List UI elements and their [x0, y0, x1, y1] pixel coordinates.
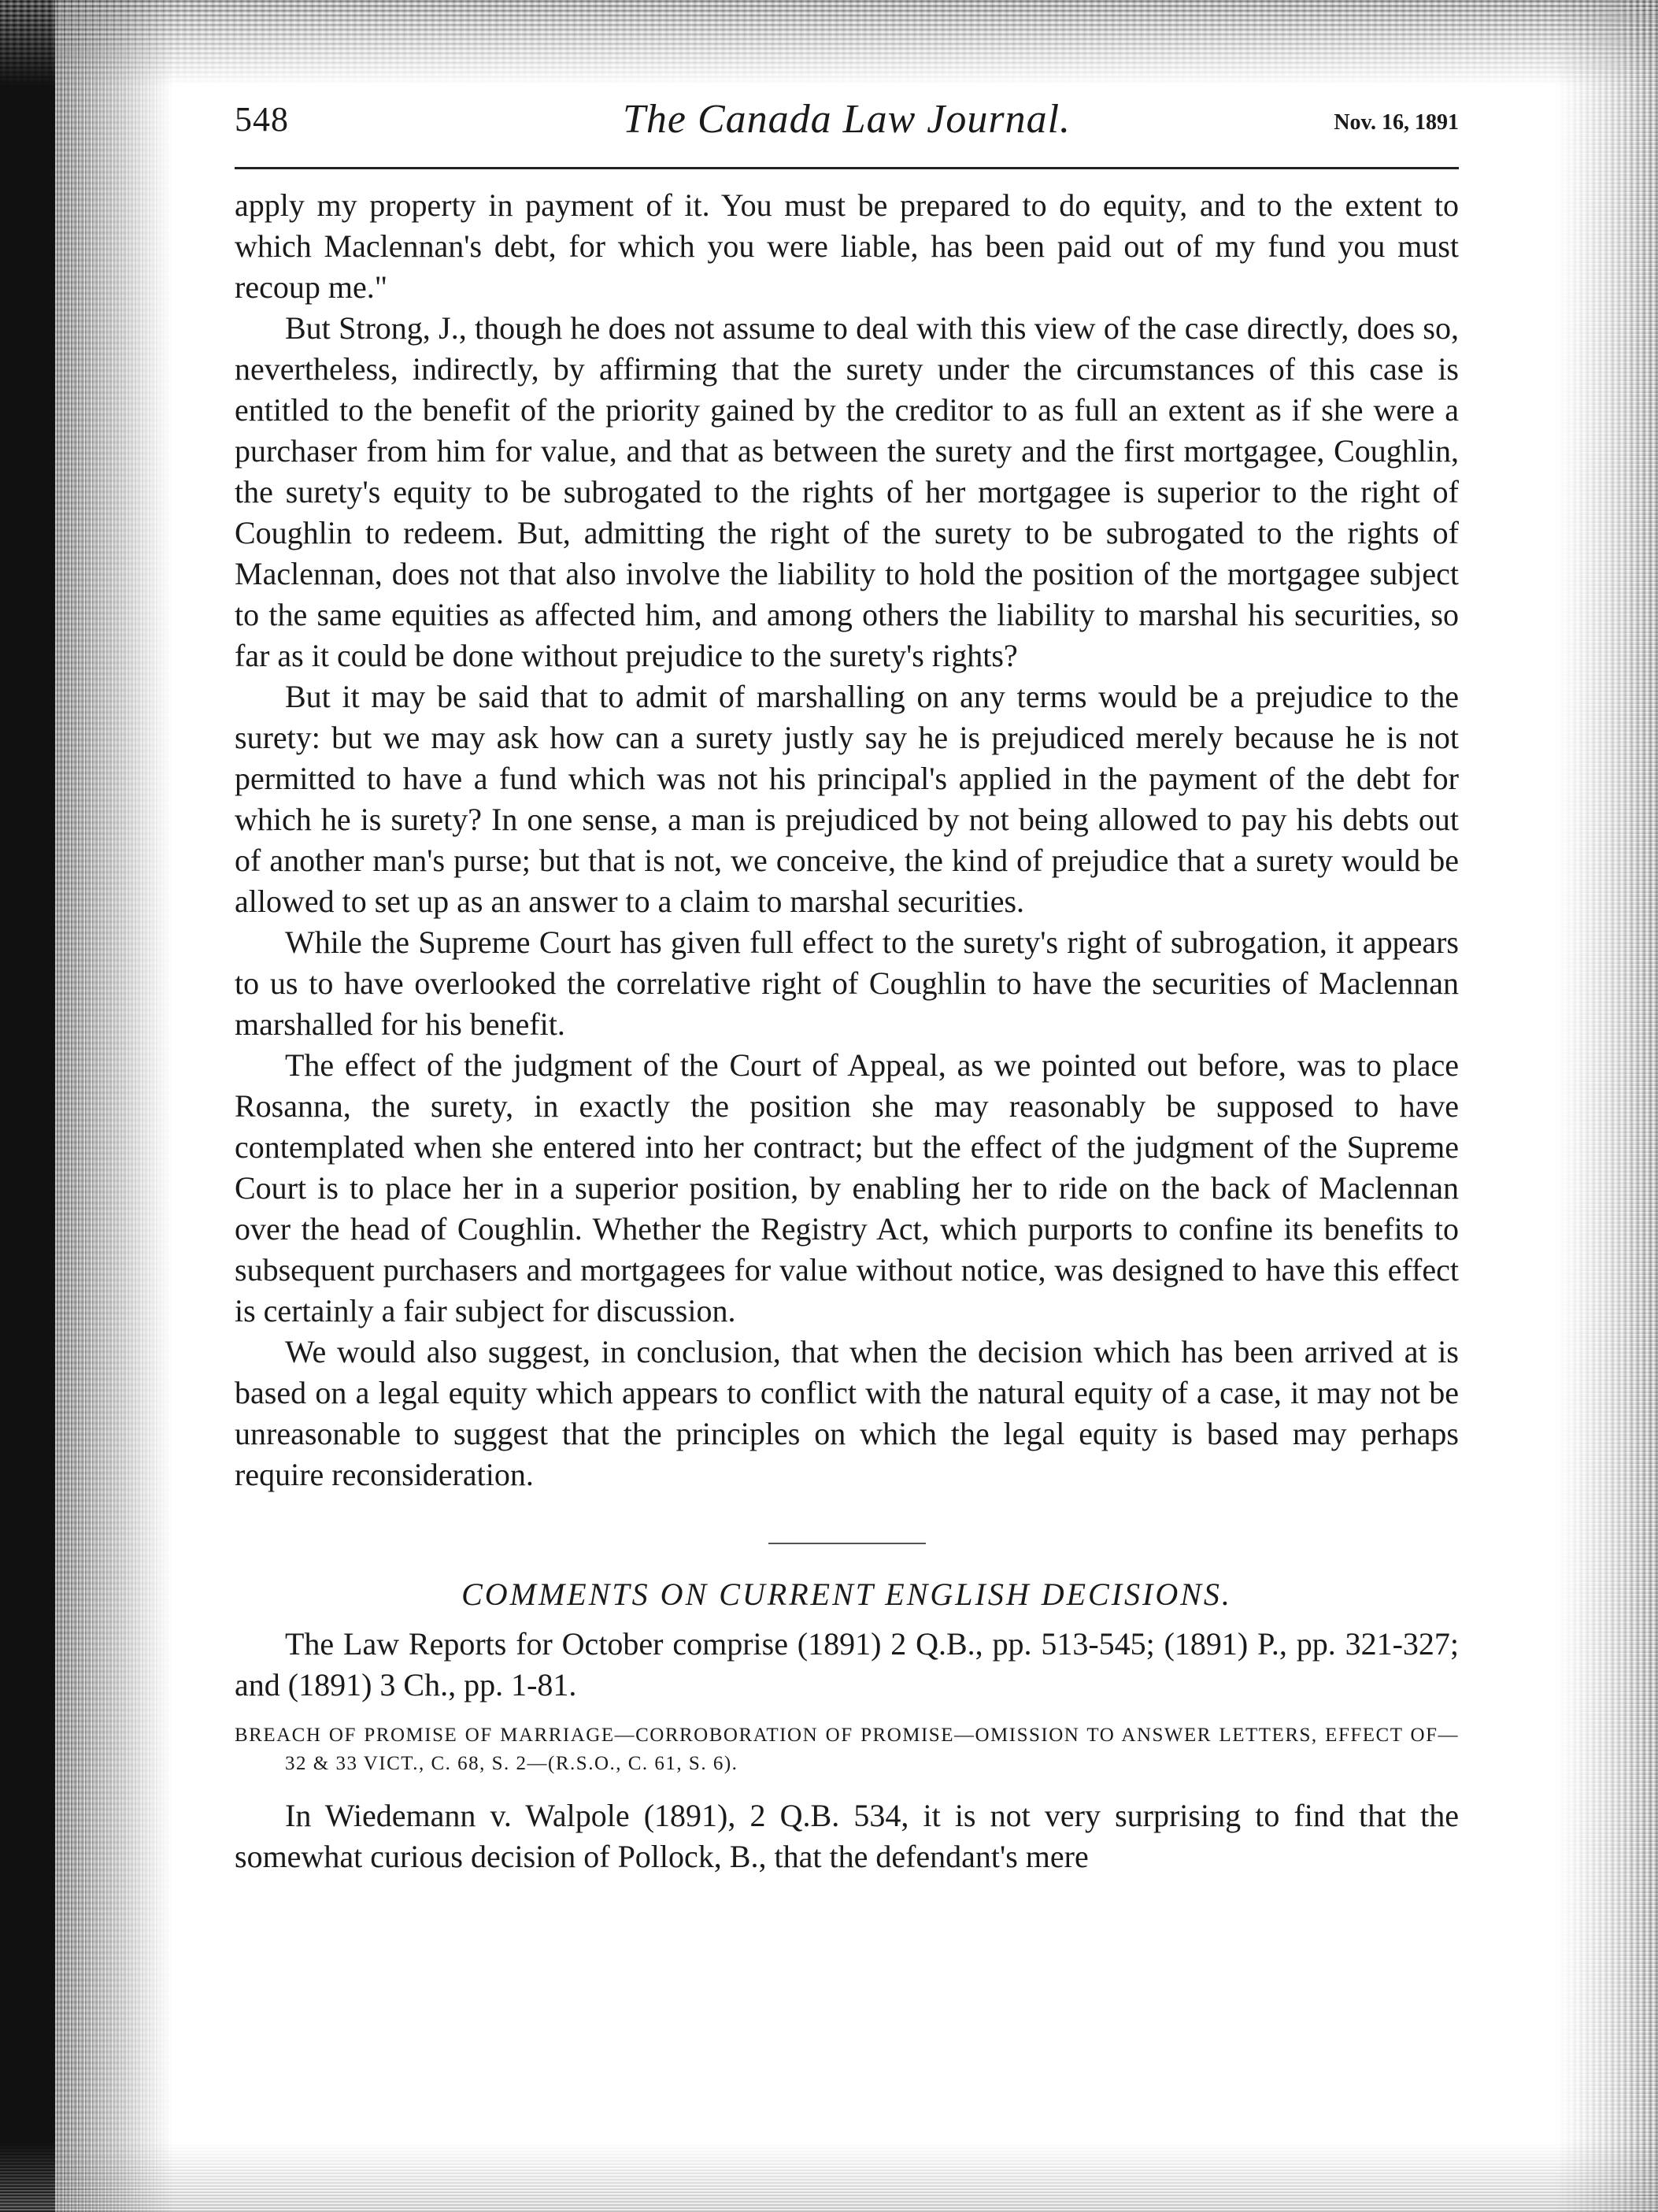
scan-edge-right: [1556, 0, 1658, 2212]
journal-page: [235, 93, 1459, 1877]
case-paragraph: In Wiedemann v. Walpole (1891), 2 Q.B. 534, it is not very surprising to find that the somewhat curious decision of Pollock, B., that the defendant's mere: [235, 1798, 1459, 1874]
case-heading: BREACH OF PROMISE OF MARRIAGE—CORROBORATION OF PROMISE—OMISSION TO ANSWER LETTERS, EFFECT OF—32 & 33 VICT., C. 68, S. 2—(R.S.O., C. 61, S. 6).: [235, 1725, 1459, 1774]
comments-body: [235, 1624, 1459, 1877]
comments-intro: The Law Reports for October comprise (1891) 2 Q.B., pp. 513-545; (1891) P., pp. 321-327; and (1891) 3 Ch., pp. 1-81.: [235, 1626, 1459, 1703]
paragraph: But Strong, J., though he does not assume to deal with this view of the case directly, does so, nevertheless, indirectly, by affirming that the surety under the circumstances of this case is entitled to the benefit of the priority gained by the creditor to as full an extent as if she were a purchaser from him for value, and that as between the surety and the first mortgagee, Coughlin, the surety's equity to be subrogated to the rights of her mortgagee is superior to the right of Coughlin to redeem. But, admitting the right of the surety to be subrogated to the rights of Maclennan, does not that also involve the liability to hold the position of the mortgagee subject to the same equities as affected him, and among others the liability to marshal his securities, so far as it could be done without prejudice to the surety's rights?: [235, 310, 1459, 673]
scan-edge-bottom: [0, 2141, 1658, 2212]
article-body: [235, 185, 1459, 1495]
page-number: 548: [235, 100, 289, 139]
paragraph: While the Supreme Court has given full effect to the surety's right of subrogation, it appears to us to have overlooked the correlative right of Coughlin to have the securities of Maclennan marshalled for his benefit.: [235, 924, 1459, 1042]
journal-title: The Canada Law Journal.: [622, 97, 1071, 142]
running-head: [235, 93, 1459, 156]
issue-date: Nov. 16, 1891: [1334, 110, 1459, 135]
scan-edge-top: [0, 0, 1658, 87]
header-rule: [235, 167, 1459, 169]
section-divider: [768, 1543, 926, 1544]
paragraph: We would also suggest, in conclusion, that when the decision which has been arrived at is based on a legal equity which appears to conflict with the natural equity of a case, it may not be unreasonable to suggest that the principles on which the legal equity is based may perhaps require reconsideration.: [235, 1334, 1459, 1492]
paragraph: But it may be said that to admit of marshalling on any terms would be a prejudice to the surety: but we may ask how can a surety justly say he is prejudiced merely because he is not permitted to have a fund which was not his principal's applied in the payment of the debt for which he is surety? In one sense, a man is prejudiced by not being allowed to pay his debts out of another man's purse; but that is not, we conceive, the kind of prejudice that a surety would be allowed to set up as an answer to a claim to marshal securities.: [235, 679, 1459, 919]
paragraph: The effect of the judgment of the Court of Appeal, as we pointed out before, was to place Rosanna, the surety, in exactly the position she may reasonably be supposed to have contemplated when she entered into her contract; but the effect of the judgment of the Supreme Court is to place her in a superior position, by enabling her to ride on the back of Maclennan over the head of Coughlin. Whether the Registry Act, which purports to confine its benefits to subsequent purchasers and mortgagees for value without notice, was designed to have this effect is certainly a fair subject for discussion.: [235, 1047, 1459, 1328]
paragraph-continuation: apply my property in payment of it. You must be prepared to do equity, and to the extent to which Maclennan's debt, for which you were liable, has been paid out of my fund you must recoup me.": [235, 187, 1459, 305]
scan-edge-left-shadow: [0, 0, 55, 2212]
section-title: COMMENTS ON CURRENT ENGLISH DECISIONS.: [461, 1577, 1232, 1612]
